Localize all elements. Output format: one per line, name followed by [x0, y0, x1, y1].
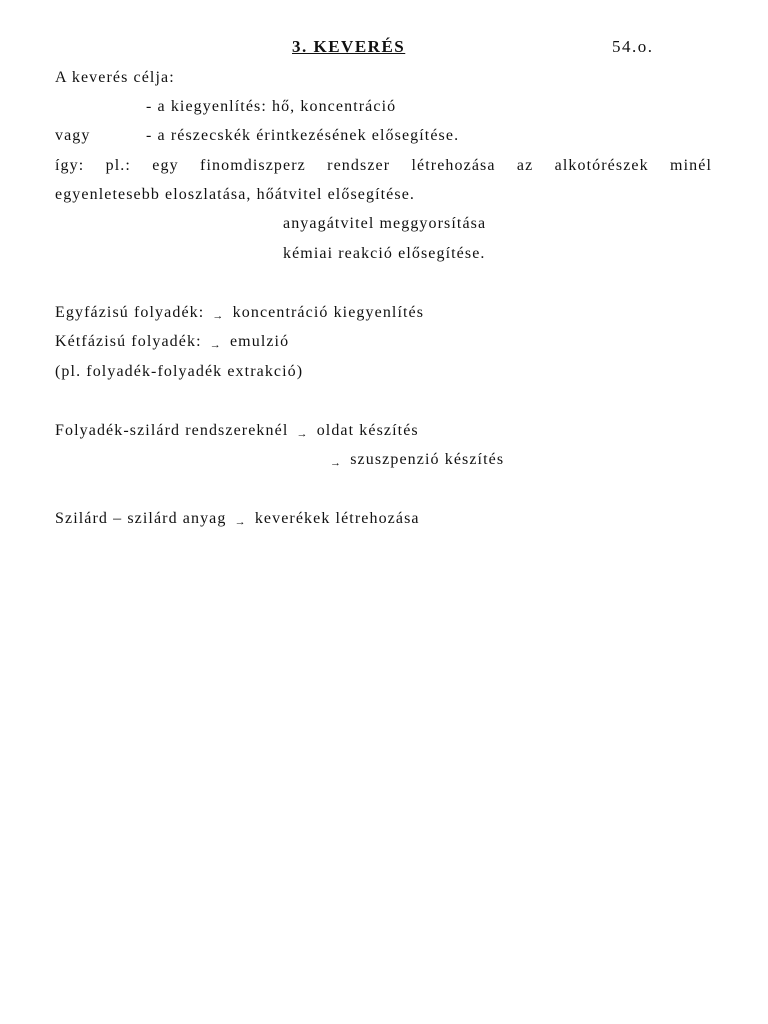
one-phase-result: koncentráció kiegyenlítés — [232, 304, 425, 321]
right-arrow-icon: → — [296, 428, 309, 440]
solid-solid-label: Szilárd – szilárd anyag — [55, 510, 227, 527]
example-extra-mass-transfer: anyagátvitel meggyorsítása — [283, 215, 487, 232]
right-arrow-icon: → — [330, 457, 343, 469]
solid-liquid-row-2 — [327, 450, 504, 471]
solid-solid-row — [55, 509, 420, 530]
purpose-item-contact: - a részecskék érintkezésének elősegítése. — [146, 127, 460, 144]
right-arrow-icon: → — [234, 516, 247, 528]
right-arrow-icon: → — [212, 310, 225, 322]
example-line: így: pl.: egy finomdiszperz rendszer létrehozása az alkotórészek minél — [55, 157, 712, 174]
example-extra-reaction: kémiai reakció elősegítése. — [283, 245, 486, 262]
section-title: 3. KEVERÉS — [292, 37, 406, 56]
example-continuation: egyenletesebb eloszlatása, hőátvitel elősegítése. — [55, 186, 416, 203]
one-phase-label: Egyfázisú folyadék: — [55, 304, 205, 321]
purpose-heading: A keverés célja: — [55, 69, 175, 86]
two-phase-note: (pl. folyadék-folyadék extrakció) — [55, 363, 304, 380]
vagy-label: vagy — [55, 127, 91, 144]
one-phase-row — [55, 303, 424, 324]
two-phase-result: emulzió — [229, 333, 290, 350]
solid-liquid-row — [55, 421, 419, 442]
solid-liquid-label: Folyadék-szilárd rendszereknél — [55, 422, 289, 439]
page-reference: 54.o. — [612, 37, 654, 56]
solid-solid-result: keverékek létrehozása — [254, 510, 420, 527]
purpose-item-balancing: - a kiegyenlítés: hő, koncentráció — [146, 98, 397, 115]
solid-liquid-result-solution: oldat készítés — [316, 422, 419, 439]
two-phase-label: Kétfázisú folyadék: — [55, 333, 202, 350]
right-arrow-icon: → — [209, 339, 222, 351]
solid-liquid-result-suspension: szuszpenzió készítés — [350, 451, 505, 468]
two-phase-row — [55, 332, 289, 353]
